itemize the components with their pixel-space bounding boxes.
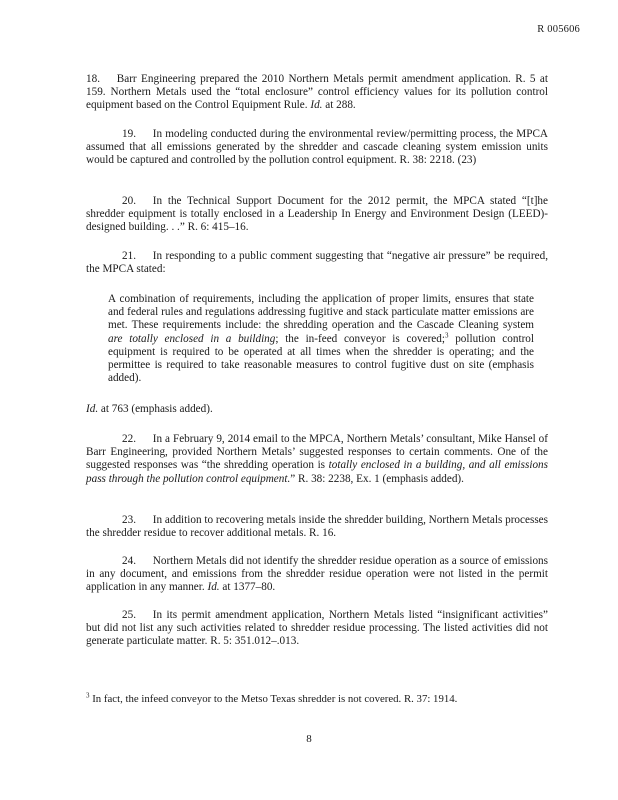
paragraph-number: 22. <box>122 433 136 445</box>
footnote-mark: 3 <box>86 691 90 700</box>
paragraph-text: Barr Engineering prepared the 2010 Northern Metals permit amendment application. R. 5 at 159. Northern Metals used the “total enclosure” control efficiency values for its pollution control equipment based on the Control Equipment Rule. <box>86 73 548 112</box>
paragraph-number: 21. <box>122 250 136 262</box>
paragraph-number: 20. <box>122 195 136 207</box>
quote-text: ; the in-feed conveyor is covered; <box>275 332 445 345</box>
paragraph-number: 24. <box>122 555 136 567</box>
paragraph-24 <box>86 555 548 595</box>
paragraph-number: 25. <box>122 609 136 621</box>
paragraph-text: In the Technical Support Document for the 2012 permit, the MPCA stated “[t]he shredder equipment is totally enclosed in a Leadership In Energy and Environment Design (LEED)-designed building. . .” R. 6: 415–16. <box>86 195 548 234</box>
citation-italic: Id. <box>86 403 99 415</box>
quote-citation <box>86 403 548 416</box>
quote-text: A combination of requirements, including the application of proper limits, ensures that state and federal rules and regulations addressing fugitive and stack particulate matter emissions are met. These requirements include: the shredding operation and the Cascade Cleaning system <box>108 293 534 332</box>
quote-emphasis: are totally enclosed in a building <box>108 332 276 345</box>
paragraph-20 <box>86 195 548 235</box>
paragraph-text: Northern Metals did not identify the shredder residue operation as a source of emissions in any document, and emissions from the shredder residue operation were not listed in the permit application in any manner. <box>86 555 548 594</box>
paragraph-23 <box>86 514 548 540</box>
paragraph-text: In its permit amendment application, Northern Metals listed “insignificant activities” but did not list any such activities related to shredder residue processing. The listed activities did not generate particulate matter. R. 5: 351.012–.013. <box>86 609 548 648</box>
paragraph-text: ” R. 38: 2238, Ex. 1 (emphasis added). <box>290 472 464 485</box>
paragraph-22 <box>86 433 548 486</box>
paragraph-number: 19. <box>122 128 136 140</box>
paragraph-emphasis: totally enclosed in a building, and all emissions pass through the pollution control equipment. <box>86 459 549 485</box>
paragraph-number: 18. <box>86 73 100 85</box>
footnote-text: In fact, the infeed conveyor to the Metso Texas shredder is not covered. R. 37: 1914. <box>89 693 458 705</box>
citation-italic: Id. <box>207 581 220 594</box>
citation-tail: at 1377–80. <box>219 581 276 594</box>
page-number: 8 <box>306 733 312 745</box>
paragraph-text: In responding to a public comment suggesting that “negative air pressure” be required, the MPCA stated: <box>86 250 548 276</box>
footnote <box>86 693 548 706</box>
paragraph-number: 23. <box>122 514 136 526</box>
footnote-reference: 3 <box>444 330 449 339</box>
bates-number: R 005606 <box>537 24 580 35</box>
citation-tail: at 763 (emphasis added). <box>98 403 213 415</box>
paragraph-text: In modeling conducted during the environmental review/permitting process, the MPCA assumed that all emissions generated by the shredder and cascade cleaning system emission units would be captured and controlled by the pollution control equipment. R. 38: 2218. (23) <box>86 128 548 167</box>
paragraph-text: In addition to recovering metals inside the shredder building, Northern Metals processes the shredder residue to recover additional metals. R. 16. <box>86 514 548 540</box>
quote-text: pollution control equipment is required to be operated at all times when the shredder is operating; and the permittee is required to take reasonable measures to control fugitive dust on site (emphasis added). <box>108 332 534 385</box>
paragraph-text: In a February 9, 2014 email to the MPCA, Northern Metals’ consultant, Mike Hansel of Barr Engineering, provided Northern Metals’ suggested responses to certain comments. One of the suggested responses was “the shredding operation is <box>86 433 548 472</box>
paragraph-21 <box>86 250 548 276</box>
paragraph-25 <box>86 609 548 649</box>
citation-tail: at 288. <box>322 99 356 112</box>
block-quote <box>108 293 534 385</box>
citation-italic: Id. <box>310 99 323 112</box>
paragraph-18 <box>86 73 548 113</box>
paragraph-19 <box>86 128 548 168</box>
